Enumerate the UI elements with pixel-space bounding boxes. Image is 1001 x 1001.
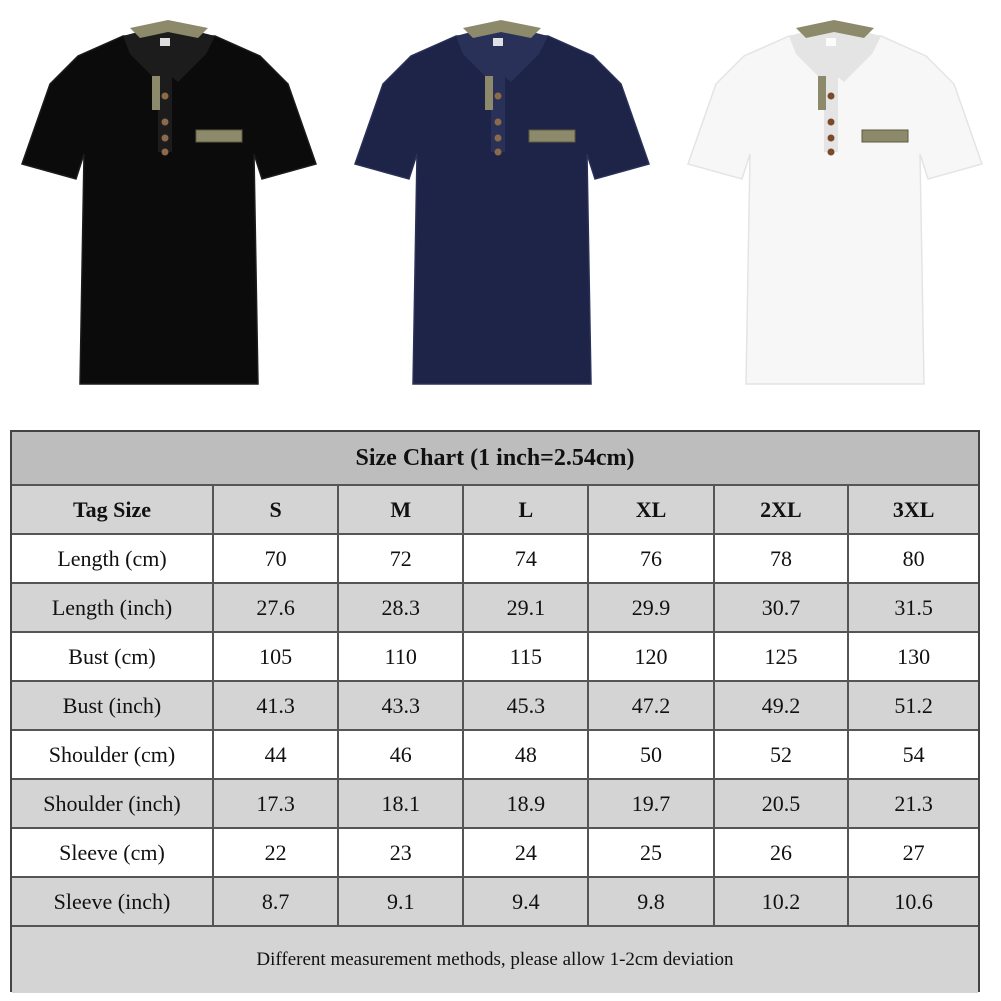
placket-camo-trim — [818, 76, 826, 110]
header-cell-l: L — [464, 486, 589, 535]
table-cell: 43.3 — [339, 682, 464, 731]
table-cell: 9.8 — [589, 878, 714, 927]
table-cell: 44 — [214, 731, 339, 780]
header-cell-2xl: 2XL — [715, 486, 850, 535]
table-cell: 76 — [589, 535, 714, 584]
table-cell: 125 — [715, 633, 850, 682]
table-cell: 74 — [464, 535, 589, 584]
row-label-cell: Length (inch) — [12, 584, 214, 633]
header-cell-3xl: 3XL — [849, 486, 978, 535]
table-row — [12, 731, 978, 780]
size-chart-footer-row — [12, 927, 978, 993]
button — [162, 149, 169, 156]
table-cell: 28.3 — [339, 584, 464, 633]
row-label-cell: Sleeve (cm) — [12, 829, 214, 878]
brand-label — [826, 38, 836, 46]
brand-label — [493, 38, 503, 46]
polo-shirt-drawing — [18, 14, 318, 394]
white-polo-shirt-image — [684, 14, 984, 394]
header-cell-m: M — [339, 486, 464, 535]
row-label-cell: Length (cm) — [12, 535, 214, 584]
table-cell: 10.6 — [849, 878, 978, 927]
table-cell: 10.2 — [715, 878, 850, 927]
polo-shirt-drawing — [351, 14, 651, 394]
table-cell: 30.7 — [715, 584, 850, 633]
table-cell: 115 — [464, 633, 589, 682]
button — [162, 93, 169, 100]
table-cell: 70 — [214, 535, 339, 584]
table-cell: 130 — [849, 633, 978, 682]
table-cell: 21.3 — [849, 780, 978, 829]
table-cell: 22 — [214, 829, 339, 878]
table-cell: 48 — [464, 731, 589, 780]
pocket-camo-strip — [196, 130, 242, 142]
table-row — [12, 633, 978, 682]
black-polo-shirt-image — [18, 14, 318, 394]
table-cell: 80 — [849, 535, 978, 584]
table-cell: 24 — [464, 829, 589, 878]
table-cell: 105 — [214, 633, 339, 682]
table-cell: 31.5 — [849, 584, 978, 633]
table-cell: 23 — [339, 829, 464, 878]
row-label-cell: Bust (inch) — [12, 682, 214, 731]
pocket-camo-strip — [529, 130, 575, 142]
table-cell: 9.4 — [464, 878, 589, 927]
table-cell: 72 — [339, 535, 464, 584]
table-cell: 41.3 — [214, 682, 339, 731]
button — [162, 119, 169, 126]
table-cell: 19.7 — [589, 780, 714, 829]
table-cell: 17.3 — [214, 780, 339, 829]
table-row — [12, 584, 978, 633]
row-label-cell: Shoulder (inch) — [12, 780, 214, 829]
table-cell: 9.1 — [339, 878, 464, 927]
table-cell: 49.2 — [715, 682, 850, 731]
table-cell: 46 — [339, 731, 464, 780]
table-cell: 20.5 — [715, 780, 850, 829]
table-cell: 27.6 — [214, 584, 339, 633]
table-cell: 52 — [715, 731, 850, 780]
row-label-cell: Bust (cm) — [12, 633, 214, 682]
header-cell-xl: XL — [589, 486, 714, 535]
button — [495, 149, 502, 156]
table-cell: 27 — [849, 829, 978, 878]
row-label-cell: Sleeve (inch) — [12, 878, 214, 927]
header-cell-s: S — [214, 486, 339, 535]
table-cell: 26 — [715, 829, 850, 878]
table-row — [12, 682, 978, 731]
size-header-row — [12, 486, 978, 535]
table-row — [12, 878, 978, 927]
table-cell: 29.1 — [464, 584, 589, 633]
brand-label — [160, 38, 170, 46]
product-images — [0, 0, 1001, 400]
table-row — [12, 780, 978, 829]
button — [495, 135, 502, 142]
table-cell: 47.2 — [589, 682, 714, 731]
table-cell: 45.3 — [464, 682, 589, 731]
button — [828, 149, 835, 156]
pocket-camo-strip — [862, 130, 908, 142]
table-cell: 18.9 — [464, 780, 589, 829]
size-chart-title: Size Chart (1 inch=2.54cm) — [12, 432, 978, 486]
placket-camo-trim — [485, 76, 493, 110]
button — [828, 135, 835, 142]
row-label-cell: Shoulder (cm) — [12, 731, 214, 780]
table-cell: 18.1 — [339, 780, 464, 829]
button — [828, 93, 835, 100]
table-cell: 29.9 — [589, 584, 714, 633]
table-cell: 8.7 — [214, 878, 339, 927]
table-cell: 50 — [589, 731, 714, 780]
placket-camo-trim — [152, 76, 160, 110]
table-cell: 110 — [339, 633, 464, 682]
table-cell: 120 — [589, 633, 714, 682]
button — [828, 119, 835, 126]
table-cell: 51.2 — [849, 682, 978, 731]
navy-polo-shirt-image — [351, 14, 651, 394]
button — [162, 135, 169, 142]
size-chart — [10, 430, 980, 992]
table-cell: 25 — [589, 829, 714, 878]
table-row — [12, 829, 978, 878]
button — [495, 93, 502, 100]
measurement-note: Different measurement methods, please allow 1-2cm deviation — [12, 927, 978, 993]
polo-shirt-drawing — [684, 14, 984, 394]
table-cell: 78 — [715, 535, 850, 584]
table-row — [12, 535, 978, 584]
size-chart-table — [12, 432, 978, 993]
header-cell-tag-size: Tag Size — [12, 486, 214, 535]
table-cell: 54 — [849, 731, 978, 780]
button — [495, 119, 502, 126]
size-chart-title-row — [12, 432, 978, 486]
